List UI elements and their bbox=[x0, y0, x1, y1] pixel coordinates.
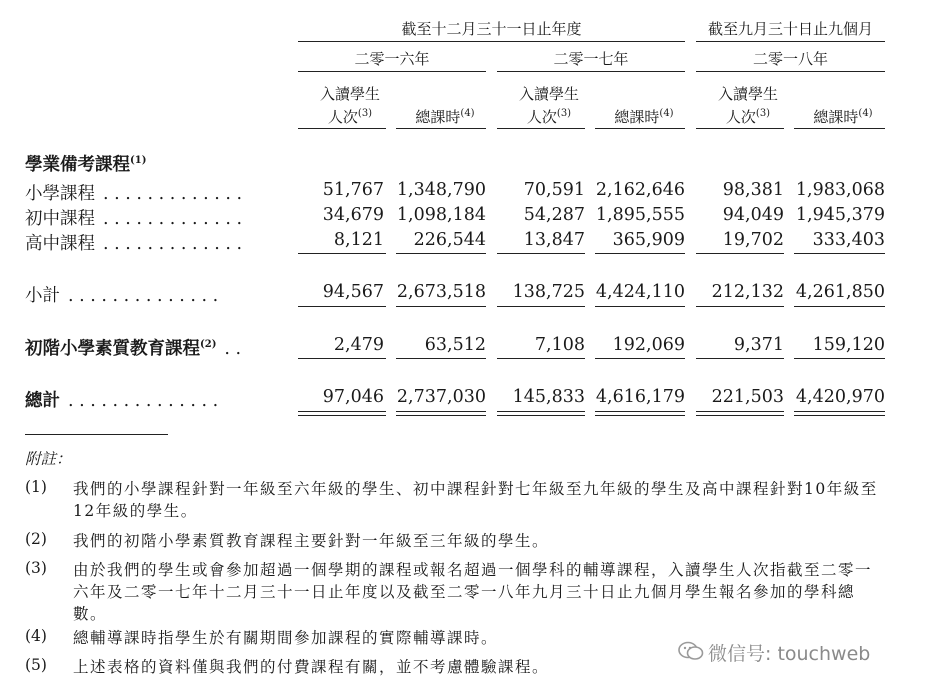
col-header-enrollments-line2 bbox=[708, 106, 788, 127]
subtotal-rule bbox=[396, 253, 486, 254]
row-label bbox=[25, 205, 242, 230]
header-rule bbox=[696, 41, 885, 42]
row-label-text: 小學課程 bbox=[25, 184, 95, 204]
col-header-enrollments-line2 bbox=[509, 106, 589, 127]
row-label bbox=[25, 335, 241, 360]
row-label-text: 初階小學素質教育課程 bbox=[25, 339, 200, 359]
table-cell: 54,287 bbox=[523, 205, 585, 225]
total-double-rule bbox=[794, 411, 885, 416]
col-header-rule bbox=[396, 128, 486, 129]
table-cell: 145,833 bbox=[512, 387, 585, 407]
col-header-rule bbox=[497, 128, 585, 129]
total-double-rule bbox=[497, 411, 585, 416]
period-header-years: 截至十二月三十一日止年度 bbox=[401, 20, 582, 38]
note-text: 上述表格的資料僅與我們的付費課程有關，並不考慮體驗課程。 bbox=[73, 658, 550, 676]
table-cell: 2,737,030 bbox=[396, 387, 486, 407]
subtotal-rule bbox=[794, 358, 885, 359]
total-double-rule bbox=[696, 411, 784, 416]
note-mark: (5) bbox=[25, 656, 47, 674]
table-cell: 365,909 bbox=[612, 230, 685, 250]
row-label bbox=[25, 387, 218, 412]
col-header-hours bbox=[404, 106, 486, 127]
table-cell: 1,945,379 bbox=[795, 205, 885, 225]
footnote-ref: (4) bbox=[659, 108, 674, 119]
notes-separator bbox=[25, 434, 168, 435]
table-cell: 34,679 bbox=[322, 205, 384, 225]
col-header-rule bbox=[696, 128, 784, 129]
note-mark: (4) bbox=[25, 627, 47, 645]
col-header-rule bbox=[794, 128, 885, 129]
subtotal-rule bbox=[298, 306, 386, 307]
table-cell: 159,120 bbox=[812, 335, 885, 355]
table-cell: 212,132 bbox=[711, 282, 784, 302]
row-label-text: 高中課程 bbox=[25, 234, 95, 254]
subtotal-rule bbox=[497, 358, 585, 359]
subtotal-rule bbox=[298, 358, 386, 359]
note-mark: (2) bbox=[25, 530, 47, 548]
footnote-ref: (3) bbox=[357, 108, 373, 119]
row-label bbox=[25, 180, 242, 205]
subtotal-rule bbox=[696, 306, 784, 307]
table-cell: 1,983,068 bbox=[795, 180, 885, 200]
subtotal-rule bbox=[497, 306, 585, 307]
col-header-hours bbox=[603, 106, 685, 127]
footnote-ref: (4) bbox=[460, 108, 475, 119]
section-title-academic bbox=[25, 151, 146, 176]
row-label-text: 小計 bbox=[25, 286, 60, 306]
subtotal-rule bbox=[595, 253, 685, 254]
col-header-hours bbox=[802, 106, 884, 127]
subtotal-rule bbox=[595, 306, 685, 307]
year-header-2016: 二零一六年 bbox=[354, 50, 430, 68]
table-cell: 70,591 bbox=[523, 180, 585, 200]
header-rule bbox=[298, 41, 685, 42]
table-cell: 94,567 bbox=[322, 282, 384, 302]
table-cell: 2,479 bbox=[333, 335, 384, 355]
col-header-text: 總課時 bbox=[415, 108, 461, 126]
table-cell: 4,616,179 bbox=[595, 387, 685, 407]
table-cell: 192,069 bbox=[612, 335, 685, 355]
row-label-text: 初中課程 bbox=[25, 209, 95, 229]
table-cell: 2,673,518 bbox=[396, 282, 486, 302]
total-double-rule bbox=[396, 411, 486, 416]
table-cell: 333,403 bbox=[812, 230, 885, 250]
col-header-enrollments-line1: 入讀學生 bbox=[717, 85, 778, 103]
total-double-rule bbox=[298, 411, 386, 416]
footnote-ref: (2) bbox=[200, 339, 217, 351]
subtotal-rule bbox=[396, 306, 486, 307]
year-header-2017: 二零一七年 bbox=[553, 50, 629, 68]
leader-dots: . . . . . . . . . . . . . . bbox=[68, 391, 219, 411]
table-cell: 4,420,970 bbox=[795, 387, 885, 407]
subtotal-rule bbox=[794, 306, 885, 307]
section-title-text: 學業備考課程 bbox=[25, 155, 130, 175]
subtotal-rule bbox=[298, 253, 386, 254]
row-label-text: 總計 bbox=[25, 391, 60, 411]
period-header-ninemonths: 截至九月三十日止九個月 bbox=[707, 20, 873, 38]
subtotal-rule bbox=[696, 358, 784, 359]
table-cell: 8,121 bbox=[333, 230, 384, 250]
leader-dots: . . bbox=[224, 339, 242, 359]
year-header-2018: 二零一八年 bbox=[752, 50, 828, 68]
row-label bbox=[25, 230, 242, 255]
note-text: 我們的初階小學素質教育課程主要針對一年級至三年級的學生。 bbox=[73, 532, 550, 550]
table-cell: 1,098,184 bbox=[396, 205, 486, 225]
wechat-icon bbox=[678, 641, 704, 661]
table-cell: 9,371 bbox=[733, 335, 784, 355]
col-header-text: 人次 bbox=[327, 108, 358, 126]
year-rule bbox=[298, 71, 486, 72]
col-header-enrollments-line1: 入讀學生 bbox=[319, 85, 380, 103]
note-text: 由於我們的學生或會參加超過一個學期的課程或報名超過一個學科的輔導課程，入讀學生人次指截至二零一六年及二零一七年十二月三十一日止年度以及截至二零一八年九月三十日止九個月學生報名參加的學科總數。 bbox=[73, 561, 873, 623]
leader-dots: . . . . . . . . . . . . . . bbox=[68, 286, 219, 306]
total-double-rule bbox=[595, 411, 685, 416]
table-cell: 63,512 bbox=[424, 335, 486, 355]
subtotal-rule bbox=[794, 253, 885, 254]
footnote-ref: (3) bbox=[556, 108, 572, 119]
col-header-rule bbox=[595, 128, 685, 129]
footnote-ref: (4) bbox=[858, 108, 873, 119]
year-rule bbox=[497, 71, 685, 72]
notes-title: 附註： bbox=[25, 450, 72, 468]
table-cell: 51,767 bbox=[322, 180, 384, 200]
table-cell: 4,424,110 bbox=[595, 282, 685, 302]
table-cell: 1,895,555 bbox=[595, 205, 685, 225]
footnote-ref: (1) bbox=[130, 155, 147, 167]
subtotal-rule bbox=[696, 253, 784, 254]
table-cell: 7,108 bbox=[534, 335, 585, 355]
table-cell: 138,725 bbox=[512, 282, 585, 302]
table-cell: 98,381 bbox=[722, 180, 784, 200]
subtotal-rule bbox=[497, 253, 585, 254]
subtotal-rule bbox=[396, 358, 486, 359]
table-cell: 4,261,850 bbox=[795, 282, 885, 302]
table-cell: 226,544 bbox=[413, 230, 486, 250]
table-cell: 1,348,790 bbox=[396, 180, 486, 200]
note-text: 我們的小學課程針對一年級至六年級的學生、初中課程針對七年級至九年級的學生及高中課程針對10年級至12年級的學生。 bbox=[73, 480, 878, 520]
col-header-enrollments-line1: 入讀學生 bbox=[518, 85, 579, 103]
table-cell: 94,049 bbox=[722, 205, 784, 225]
note-text: 總輔導課時指學生於有關期間參加課程的實際輔導課時。 bbox=[73, 629, 499, 647]
col-header-enrollments-line2 bbox=[310, 106, 390, 127]
leader-dots: . . . . . . . . . . . . . bbox=[103, 234, 243, 254]
table-cell: 2,162,646 bbox=[595, 180, 685, 200]
table-cell: 19,702 bbox=[722, 230, 784, 250]
note-mark: (1) bbox=[25, 478, 47, 496]
subtotal-rule bbox=[595, 358, 685, 359]
col-header-text: 人次 bbox=[725, 108, 756, 126]
leader-dots: . . . . . . . . . . . . . bbox=[103, 209, 243, 229]
row-label bbox=[25, 282, 218, 307]
col-header-text: 總課時 bbox=[614, 108, 660, 126]
leader-dots: . . . . . . . . . . . . . bbox=[103, 184, 243, 204]
watermark-text: 微信号: touchweb bbox=[708, 643, 871, 665]
year-rule bbox=[696, 71, 885, 72]
note-mark: (3) bbox=[25, 559, 47, 577]
footnote-ref: (3) bbox=[755, 108, 771, 119]
col-header-rule bbox=[298, 128, 386, 129]
table-cell: 97,046 bbox=[322, 387, 384, 407]
table-cell: 221,503 bbox=[711, 387, 784, 407]
col-header-text: 人次 bbox=[526, 108, 557, 126]
col-header-text: 總課時 bbox=[813, 108, 859, 126]
table-cell: 13,847 bbox=[523, 230, 585, 250]
